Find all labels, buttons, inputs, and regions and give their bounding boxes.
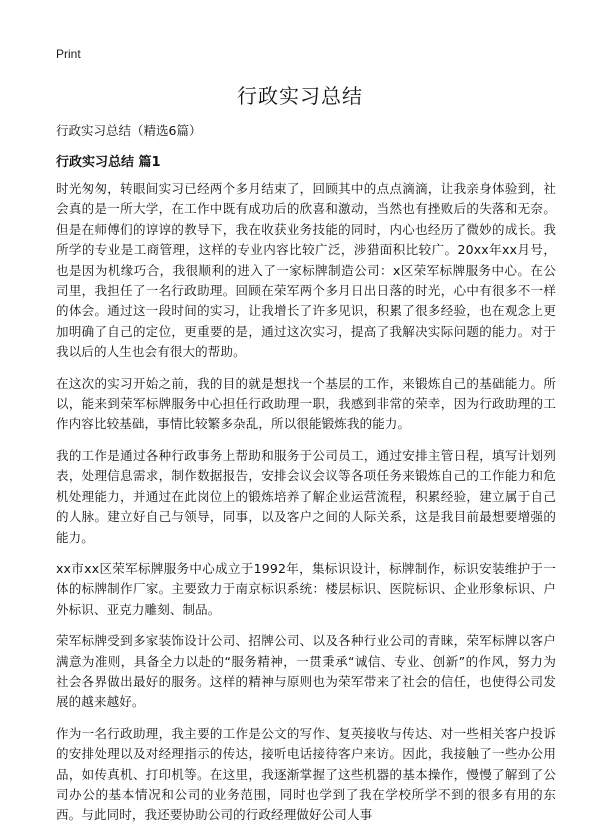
paragraph: 时光匆匆，转眼间实习已经两个多月结束了，回顾其中的点点滴滴，让我亲身体验到，社会真的是一所大学，在工作中既有成功后的欣喜和激动，当然也有挫败后的失落和无奈。但是在师傅们的谆谆的教导下，我在收获业务技能的同时，内心也经历了微妙的成长。我所学的专业是工商管理，这样的专业内容比较广泛，涉猎面积比较广。20xx年xx月号，也是因为机缘巧合，我很顺利的进入了一家标牌制造公司：x区荣军标牌服务中心。在公司里，我担任了一名行政助理。回顾在荣军两个多月日出日落的时光，心中有很多不一样的体会。通过这一段时间的实习，让我增长了许多见识，积累了很多经验，也在观念上更加明确了自己的定位，更重要的是，通过这次实习，提高了我解决实际问题的能力。对于我以后的人生也会有很大的帮助。 [56, 181, 556, 360]
section-heading: 行政实习总结 篇1 [56, 155, 161, 170]
paragraph: 我的工作是通过各种行政事务上帮助和服务于公司员工，通过安排主管日程，填写计划列表，处理信息需求，制作数据报告，安排会议会议等各项任务来锻炼自己的工作能力和危机处理能力，并通过在此岗位上的锻炼培养了解企业运营流程，积累经验，建立属于自己的人脉。建立好自己与领导，同事，以及客户之间的人际关系，这是我目前最想要增强的能力。 [56, 447, 556, 545]
article-body [56, 179, 556, 828]
paragraph: xx市xx区荣军标牌服务中心成立于1992年，集标识设计，标牌制作，标识安装维护于一体的标牌制作厂家。主要致力于南京标识系统：楼层标识、医院标识、企业形象标识、户外标识、亚克力雕刻、制品。 [56, 560, 556, 617]
document-subtitle: 行政实习总结（精选6篇） [56, 123, 202, 138]
page-title: 行政实习总结 [237, 84, 363, 108]
paragraph: 在这次的实习开始之前，我的目的就是想找一个基层的工作，来锻炼自己的基础能力。所以，能来到荣军标牌服务中心担任行政助理一职，我感到非常的荣幸，因为行政助理的工作内容比较基础，事情比较繁多杂乱，所以很能锻炼我的能力。 [56, 375, 556, 432]
paragraph: 荣军标牌受到多家装饰设计公司、招牌公司、以及各种行业公司的青睐，荣军标牌以客户满意为准则，具备全力以赴的“服务精神，一贯秉承“诚信、专业、创新”的作风，努力为社会各界做出最好的服务。这样的精神与原则也为荣军带来了社会的信任，也使得公司发展的越来越好。 [56, 633, 556, 710]
print-link[interactable]: Print [56, 47, 81, 61]
paragraph: 作为一名行政助理，我主要的工作是公文的写作、复英接收与传达、对一些相关客户投诉的安排处理以及对经理指示的传达，接听电话接待客户来访。因此，我接触了一些办公用品，如传真机、打印机等。在这里，我逐渐掌握了这些机器的基本操作，慢慢了解到了公司办公的基本情况和公司的业务范围，同时也学到了我在学校所学不到的很多有用的东西。与此同时，我还要协助公司的行政经理做好公司人事 [56, 725, 556, 823]
